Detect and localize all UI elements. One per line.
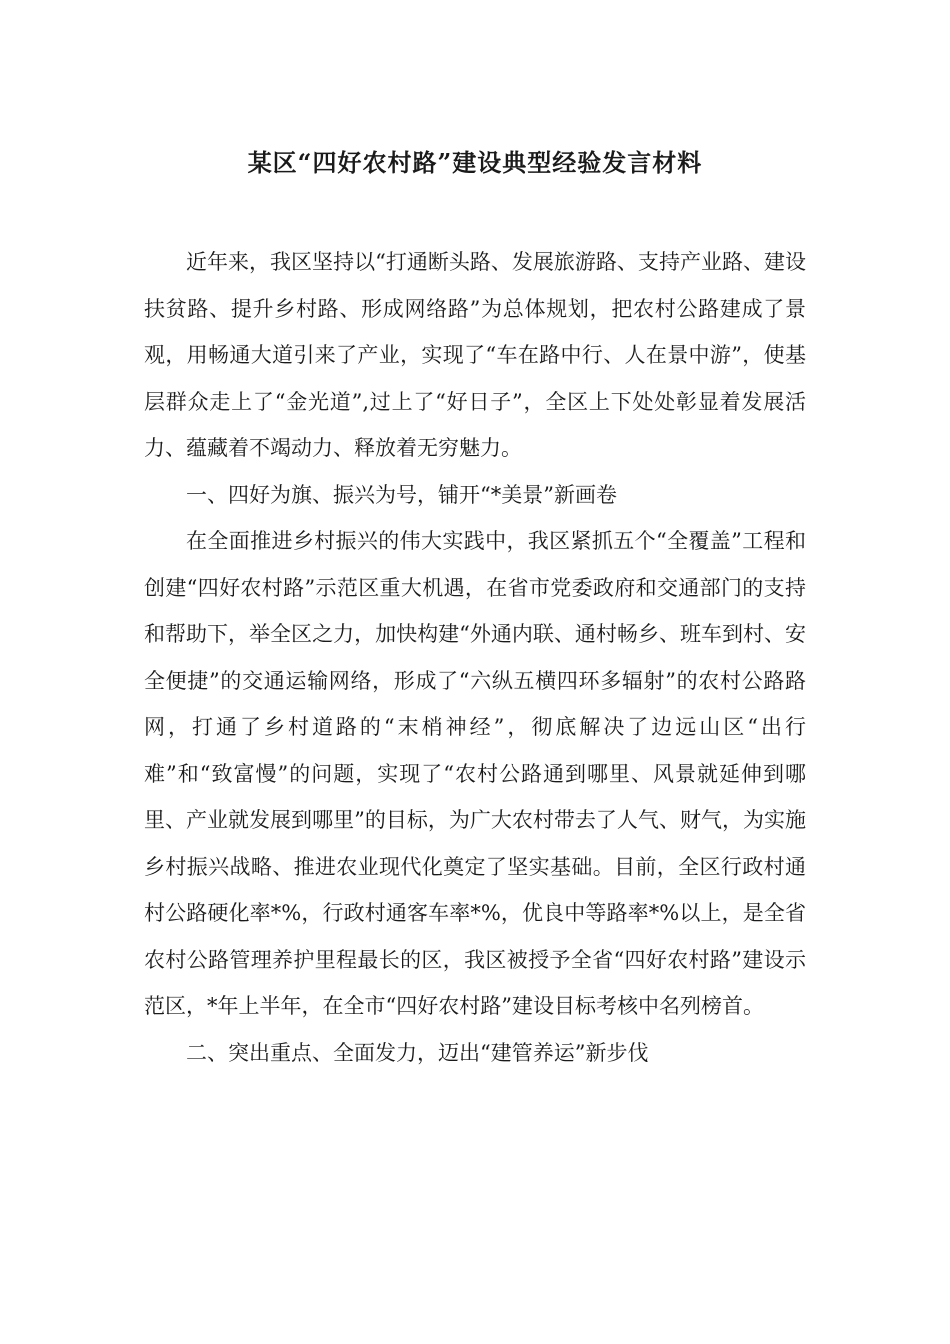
- intro-paragraph: 近年来，我区坚持以“打通断头路、发展旅游路、支持产业路、建设扶贫路、提升乡村路、形成网络路”为总体规划，把农村公路建成了景观，用畅通大道引来了产业，实现了“车在路中行、人在景中游”，使基层群众走上了“金光道”,过上了“好日子”，全区上下处处彰显着发展活力、蕴藏着不竭动力、释放着无穷魅力。: [144, 250, 806, 460]
- document-body: [144, 239, 806, 1076]
- section-heading-2: 二、突出重点、全面发力，迈出“建管养运”新步伐: [186, 1040, 649, 1065]
- document-title: 某区“四好农村路”建设典型经验发言材料: [247, 148, 703, 177]
- section-1-paragraph: 在全面推进乡村振兴的伟大实践中，我区紧抓五个“全覆盖”工程和创建“四好农村路”示范区重大机遇，在省市党委政府和交通部门的支持和帮助下，举全区之力，加快构建“外通内联、通村畅乡、班车到村、安全便捷”的交通运输网络，形成了“六纵五横四环多辐射”的农村公路路网，打通了乡村道路的“末梢神经”，彻底解决了边远山区“出行难”和“致富慢”的问题，实现了“农村公路通到哪里、风景就延伸到哪里、产业就发展到哪里”的目标，为广大农村带去了人气、财气，为实施乡村振兴战略、推进农业现代化奠定了坚实基础。目前，全区行政村通村公路硬化率*%，行政村通客车率*%，优良中等路率*%以上，是全省农村公路管理养护里程最长的区，我区被授予全省“四好农村路”建设示范区，*年上半年，在全市“四好农村路”建设目标考核中名列榜首。: [144, 529, 806, 1018]
- section-heading-1: 一、四好为旗、振兴为号，铺开“*美景”新画卷: [186, 482, 617, 507]
